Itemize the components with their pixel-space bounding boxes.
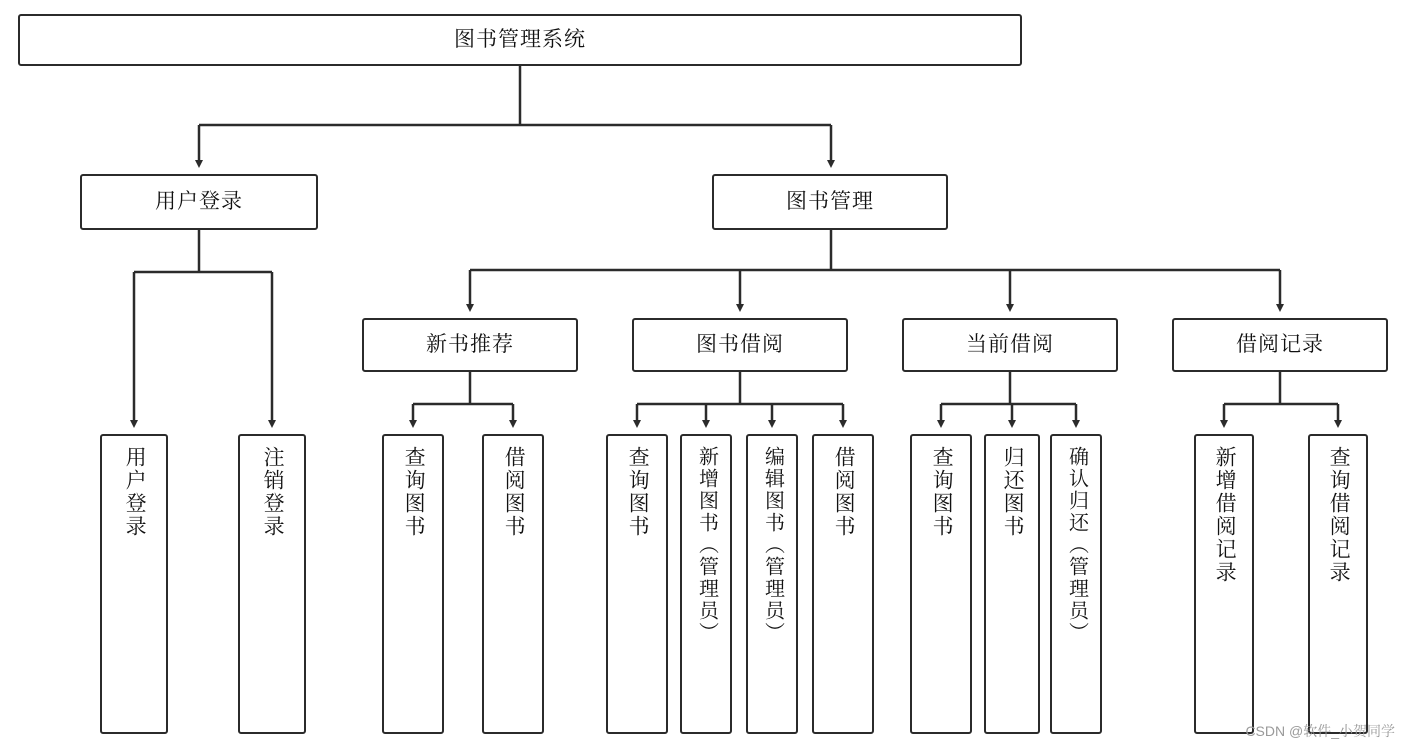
node-label: 新增借阅记录 [1213,446,1237,584]
leaf-borrow-book[interactable] [812,434,874,734]
leaf-return-book[interactable] [984,434,1040,734]
node-label: 查询图书 [930,446,954,538]
watermark: CSDN @软件_小贺同学 [1245,723,1395,739]
node-label: 注销登录 [261,446,285,538]
node-label: 编辑图书（管理员） [761,446,784,644]
leaf-query-book-recommend[interactable] [382,434,444,734]
leaf-logout[interactable] [238,434,306,734]
node-borrow-records[interactable] [1172,318,1388,372]
node-label: 借阅记录 [1236,332,1324,356]
node-current-borrow[interactable] [902,318,1118,372]
leaf-borrow-book-recommend[interactable] [482,434,544,734]
node-book-borrow[interactable] [632,318,848,372]
node-label: 当前借阅 [966,332,1054,356]
node-root[interactable] [18,14,1022,66]
leaf-edit-book-admin[interactable] [746,434,798,734]
node-book-management[interactable] [712,174,948,230]
node-user-login[interactable] [80,174,318,230]
node-label: 用户登录 [123,446,147,538]
leaf-confirm-return-admin[interactable] [1050,434,1102,734]
leaf-query-book-current[interactable] [910,434,972,734]
leaf-query-borrow-record[interactable] [1308,434,1368,734]
leaf-user-login[interactable] [100,434,168,734]
node-label: 用户登录 [155,189,243,213]
node-label: 新书推荐 [426,332,514,356]
leaf-add-book-admin[interactable] [680,434,732,734]
node-label: 图书管理 [786,189,874,213]
node-label: 图书管理系统 [454,27,586,51]
node-label: 新增图书（管理员） [695,446,718,644]
node-label: 查询图书 [626,446,650,538]
node-label: 查询借阅记录 [1327,446,1351,584]
node-new-book-recommend[interactable] [362,318,578,372]
node-label: 确认归还（管理员） [1065,446,1088,644]
leaf-query-book-borrow[interactable] [606,434,668,734]
node-label: 图书借阅 [696,332,784,356]
leaf-add-borrow-record[interactable] [1194,434,1254,734]
node-label: 借阅图书 [832,446,856,538]
node-label: 查询图书 [402,446,426,538]
node-label: 归还图书 [1001,446,1025,538]
node-label: 借阅图书 [502,446,526,538]
